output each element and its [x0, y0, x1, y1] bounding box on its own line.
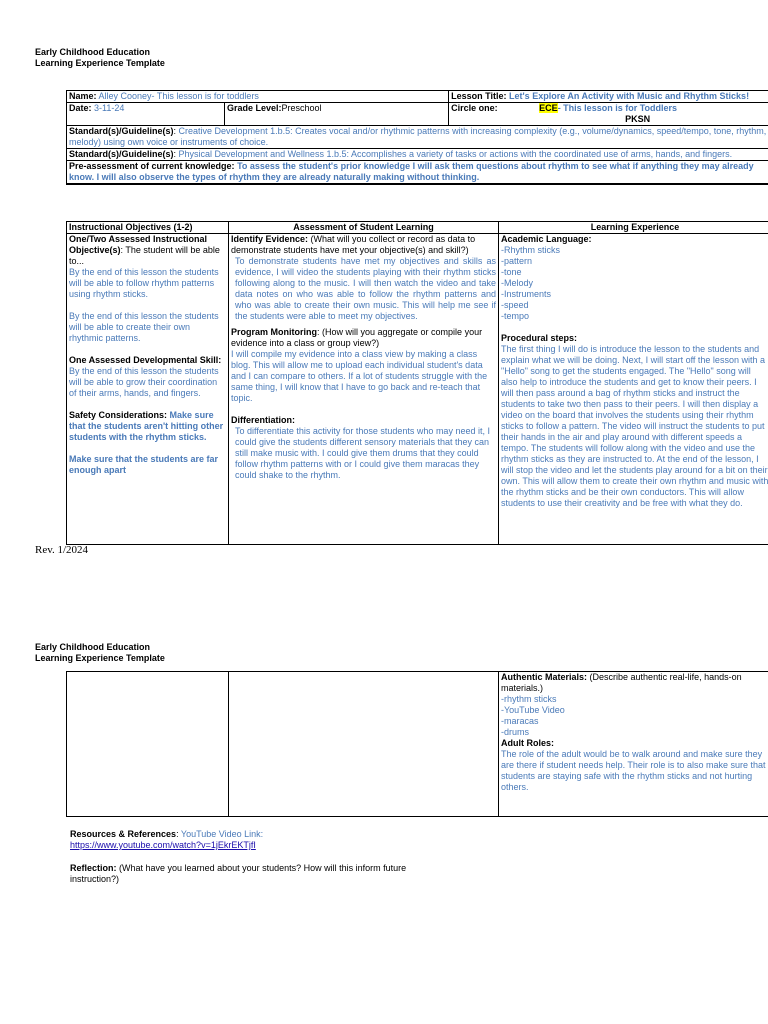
circle-cell — [449, 103, 768, 126]
lesson-title-value: Let's Explore An Activity with Music and Rhythm Sticks! — [509, 91, 750, 101]
identify-label: Identify Evidence: — [231, 234, 309, 244]
resources-text: YouTube Video Link: — [180, 829, 264, 839]
circle-pksn: PKSN — [625, 114, 651, 124]
procedural-text: The first thing I will do is introduce the lesson to the students and explain what we will be doing. Next, I will start off the lesson with a "Hello" song to get the students engaged. The "Hello" song will also help to introduce the students and get to know their peers. I will then pass around a bag of rhythm sticks and instruct the students to take two then pass to their peers. I will then display a video on the board that involves the students using their rhythm sticks to follow a pattern. The video will instruct the students to put their hands in the air and play around with different speeds a tempo. The students will follow along with the video and use the rhythm sticks as they are instructed to. At the end of the lesson, I will stop the video and let the students play around for a bit on their own. This will allow them to create their own rhythm and music with the rhythm sticks and be their own conductors. This will allow students to use their creativity and be free with what they do. — [501, 344, 768, 508]
standard2-label: Standard(s)/Guideline(s) — [69, 149, 174, 159]
header-line2: Learning Experience Template — [35, 58, 165, 68]
date-value: 3-11-24 — [94, 103, 125, 113]
resources-section: Resources & References: YouTube Video Link: https://www.youtube.com/watch?v=1jEkrEKTjfI — [70, 829, 264, 850]
vocab-4: -Instruments — [501, 289, 552, 299]
reflection-section — [70, 863, 450, 885]
academic-label: Academic Language: — [501, 234, 592, 244]
circle-ece: ECE — [539, 103, 558, 113]
diff-text: To differentiate this activity for those students who may need it, I could give the students different sensory materials that they can still make music with. I could give them drums that they could follow rhythm patterns with or I could give them maracas they could shake to the rhythm. — [235, 426, 490, 480]
material-3: -drums — [501, 727, 530, 737]
standard2-cell: Standard(s)/Guideline(s): Physical Development and Wellness 1.b.5: Accomplishes a variety of tasks or actions with the coordinated use of arms, hands, and fingers. — [67, 149, 768, 161]
main-table — [66, 221, 768, 545]
preassess-label: Pre-assessment of current knowledge: — [69, 161, 235, 171]
adult-roles-label: Adult Roles: — [501, 738, 554, 748]
preassess-cell — [67, 161, 768, 185]
circle-rest: - This lesson is for Toddlers — [557, 103, 678, 113]
objectives-heading-rest: : The student will be able to... — [69, 245, 220, 266]
resources-label: Resources & References — [70, 829, 177, 839]
objective-1: By the end of this lesson the students will be able to follow rhythm patterns using rhythm sticks. — [69, 267, 219, 299]
info-table — [66, 90, 768, 185]
monitor-prompt: : (How will you aggregate or compile your evidence into a class or group view?) — [231, 327, 483, 348]
continuation-col2 — [229, 672, 499, 817]
standard1-label: Standard(s)/Guideline(s) — [69, 126, 174, 136]
grade-cell — [225, 103, 449, 126]
date-label: Date: — [69, 103, 92, 113]
name-label: Name: — [69, 91, 97, 101]
circle-label: Circle one: — [451, 103, 498, 113]
name-value: Alley Cooney- This lesson is for toddlers — [98, 91, 259, 101]
reflection-prompt: (What have you learned about your students? How will this inform future instruction?) — [70, 863, 407, 884]
col1-header: Instructional Objectives (1-2) — [67, 222, 229, 234]
grade-value: Preschool — [281, 103, 322, 113]
col3-header: Learning Experience — [499, 222, 768, 234]
continuation-col1 — [67, 672, 229, 817]
identify-prompt: (What will you collect or record as data to demonstrate students have met your objective(s) and skill?) — [231, 234, 476, 255]
adult-roles-text: The role of the adult would be to walk around and make sure they are there if student needs help. Their role is to also make sure that students are staying safe with the rhythm sticks and not hurting others. — [501, 749, 766, 792]
standard1-value: Creative Development 1.b.5: Creates vocal and/or rhythmic patterns with increasing complexity (e.g., volume/dynamics, speed/tempo, tone, rhythm, melody) using own voice or instruments of choice. — [69, 126, 767, 147]
identify-text: To demonstrate students have met my objectives and skills as evidence, I will video the students playing with their rhythm sticks following along to the music. I will then watch the video and take data notes on who was able to follow the rhythm patterns and who was able to create their own music. This will help me see if the students were able to meet my objectives. — [235, 256, 496, 321]
monitor-text: I will compile my evidence into a class view by making a class blog. This will allow me to upload each individual student's data and I can compare to others. If a lot of students struggle with the same thing, I will know that I have to go back and re-teach that topic. — [231, 349, 488, 403]
vocab-3: -Melody — [501, 278, 534, 288]
page2-header — [35, 642, 165, 664]
page1-header — [35, 47, 165, 69]
revision-note: Rev. 1/2024 — [35, 544, 89, 556]
name-cell — [67, 91, 449, 103]
safety-2: Make sure that the students are far enough apart — [69, 454, 219, 475]
dev-skill-heading: One Assessed Developmental Skill: — [69, 355, 222, 365]
standard1-cell: Standard(s)/Guideline(s): Creative Development 1.b.5: Creates vocal and/or rhythmic patterns with increasing complexity (e.g., volume/dynamics, speed/tempo, tone, rhythm, melody) using own voice or instruments of choice. — [67, 126, 768, 149]
col2-header: Assessment of Student Learning — [229, 222, 499, 234]
objectives-cell — [67, 234, 229, 545]
vocab-0: -Rhythm sticks — [501, 245, 561, 255]
safety-1: Make sure that the students aren't hitting other students with the rhythm sticks. — [69, 410, 224, 442]
diff-label: Differentiation: — [231, 415, 295, 425]
objective-2: By the end of this lesson the students will be able to create their own rhythmic patterns. — [69, 311, 219, 343]
vocab-1: -pattern — [501, 256, 533, 266]
materials-cell — [499, 672, 768, 817]
header-line1: Early Childhood Education — [35, 642, 151, 652]
preassess-value: To assess the student's prior knowledge I will ask them questions about rhythm to see what if anything they may already know. I will also observe the types of rhythm they are already naturally making without thinking. — [69, 161, 754, 182]
grade-label: Grade Level: — [227, 103, 282, 113]
materials-prompt: (Describe authentic real-life, hands-on materials.) — [501, 672, 742, 693]
lesson-title-cell — [449, 91, 768, 103]
learning-cell — [499, 234, 768, 545]
monitor-label: Program Monitoring — [231, 327, 317, 337]
reflection-label: Reflection: — [70, 863, 117, 873]
header-line1: Early Childhood Education — [35, 47, 151, 57]
material-1: -YouTube Video — [501, 705, 565, 715]
dev-skill-text: By the end of this lesson the students will be able to grow their coordination of their arms, hands, and fingers. — [69, 366, 219, 398]
date-cell — [67, 103, 225, 126]
continuation-table — [66, 671, 768, 817]
safety-label: Safety Considerations: — [69, 410, 168, 420]
vocab-5: -speed — [501, 300, 529, 310]
vocab-2: -tone — [501, 267, 522, 277]
procedural-label: Procedural steps: — [501, 333, 578, 343]
materials-label: Authentic Materials: — [501, 672, 588, 682]
youtube-link[interactable]: https://www.youtube.com/watch?v=1jEkrEKTjfI — [70, 840, 256, 850]
material-2: -maracas — [501, 716, 539, 726]
lesson-title-label: Lesson Title: — [451, 91, 507, 101]
vocab-6: -tempo — [501, 311, 530, 321]
standard2-value: Physical Development and Wellness 1.b.5: Accomplishes a variety of tasks or actions with the coordinated use of arms, hands, and fingers. — [178, 149, 733, 159]
header-line2: Learning Experience Template — [35, 653, 165, 663]
objectives-heading: One/Two Assessed Instructional Objective(s) — [69, 234, 208, 255]
assessment-cell — [229, 234, 499, 545]
material-0: -rhythm sticks — [501, 694, 557, 704]
